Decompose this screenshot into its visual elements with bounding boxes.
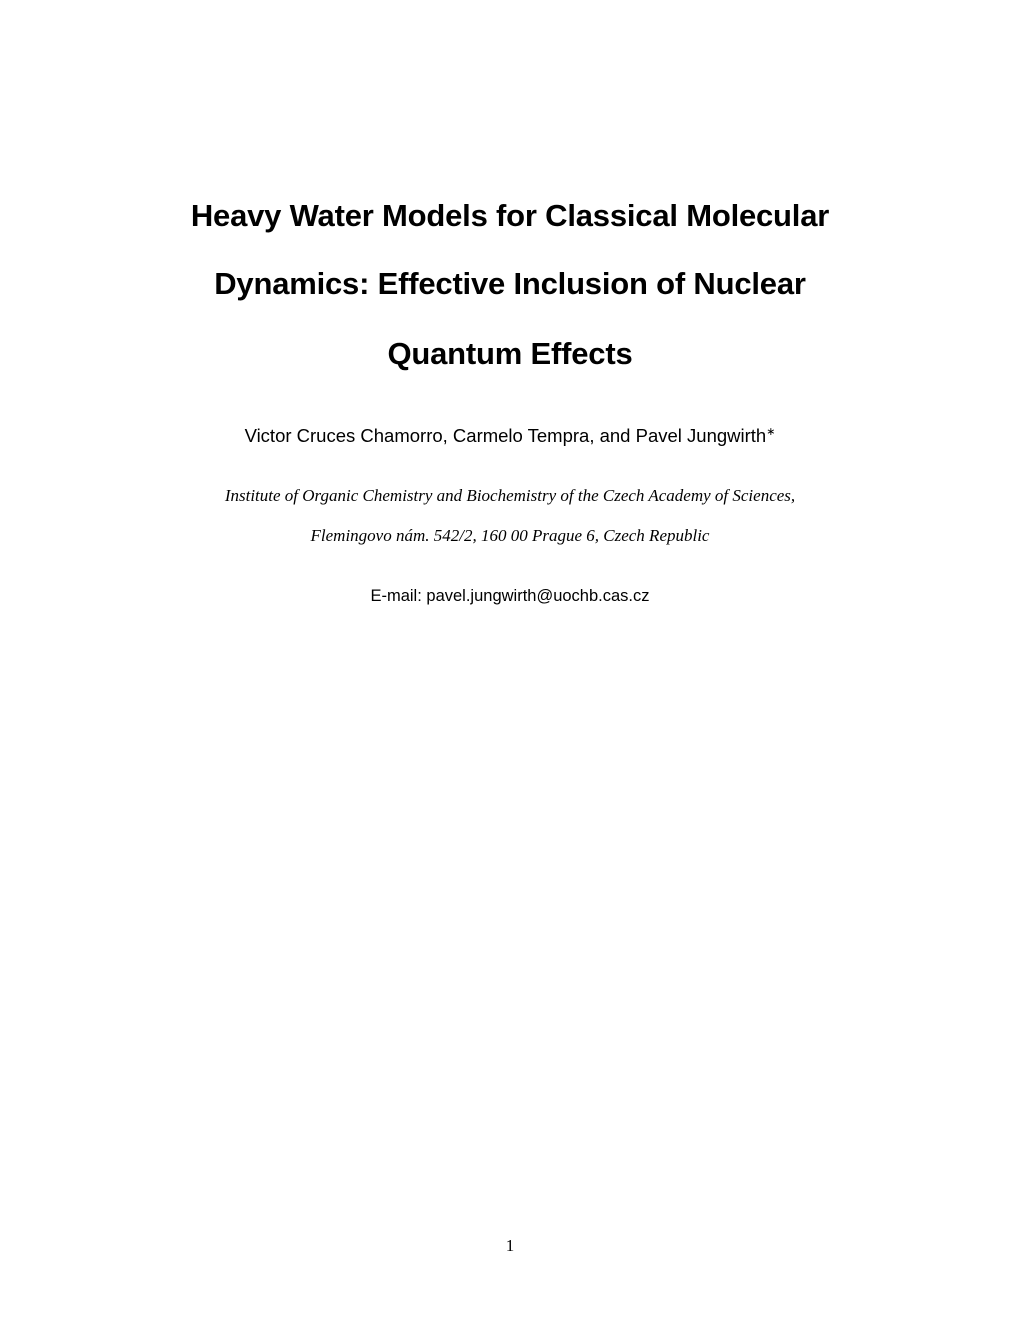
corresponding-author-mark: ∗ xyxy=(766,426,776,438)
author-list xyxy=(0,424,1020,448)
title-line-3: Quantum Effects xyxy=(387,336,633,371)
page-number: 1 xyxy=(505,1236,515,1255)
author-names: Victor Cruces Chamorro, Carmelo Tempra, and Pavel Jungwirth xyxy=(244,425,767,446)
title-line-2: Dynamics: Effective Inclusion of Nuclear xyxy=(214,266,806,301)
affiliation-line-1: Institute of Organic Chemistry and Biochemistry of the Czech Academy of Sciences, xyxy=(224,486,796,505)
title-line-1: Heavy Water Models for Classical Molecular xyxy=(190,198,830,233)
contact-email: E-mail: pavel.jungwirth@uochb.cas.cz xyxy=(370,587,650,605)
affiliation-line-2: Flemingovo nám. 542/2, 160 00 Prague 6, Czech Republic xyxy=(310,526,710,545)
